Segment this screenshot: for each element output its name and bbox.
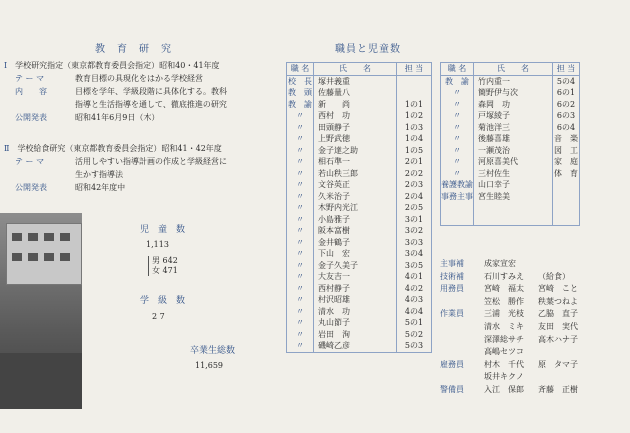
classes-label: 学 級 数 <box>140 296 186 306</box>
table-row <box>287 202 432 214</box>
staff-name: 金子久美子 <box>314 260 397 272</box>
staff-assignment: 6の2 <box>553 99 580 111</box>
item-number: Ⅰ <box>4 61 8 70</box>
staff-role: 〃 <box>441 122 474 134</box>
staff-role <box>441 202 474 214</box>
staff-name: 秩葉つねよ <box>538 296 578 306</box>
staff-assignment: 1の1 <box>397 99 432 111</box>
staff-assignment: 1の2 <box>397 110 432 122</box>
staff-name: 村木 千代 <box>484 359 524 369</box>
staff-name: 大友吉一 <box>314 271 397 283</box>
staff-assignment <box>553 214 580 226</box>
staff-role: 事務主事 <box>441 191 473 201</box>
staff-name: 一瀬茂治 <box>474 145 553 157</box>
table-row <box>287 248 432 260</box>
staff-role: 校 長 <box>288 76 312 86</box>
staff-name: 高木ハナ子 <box>538 334 578 344</box>
staff-assignment: 1の3 <box>397 122 432 134</box>
staff-name: 河原喜美代 <box>474 156 553 168</box>
staff-role: 〃 <box>441 133 474 145</box>
table-row <box>287 145 432 157</box>
research-item-2-details: テ ー マ 活用しやすい指導計画の作成と学級経営に 生かす指導法 公開発表 昭和42年度中 <box>15 157 227 192</box>
staff-assignment: 3の4 <box>397 248 432 260</box>
staff-name: 三村佐生 <box>474 168 553 180</box>
staff-role: 主事補 <box>440 259 464 268</box>
staff-name: 木野内光江 <box>314 202 397 214</box>
staff-assignment: 6の4 <box>553 122 580 134</box>
research-item-1 <box>4 60 228 124</box>
staff-row <box>440 321 592 334</box>
staff-name: 金井鶴子 <box>314 237 397 249</box>
table-row <box>441 145 580 157</box>
staff-name: 若山秩三郎 <box>314 168 397 180</box>
girls-count: 女 471 <box>152 266 178 275</box>
staff-role: 〃 <box>287 191 314 203</box>
staff-role: 〃 <box>287 156 314 168</box>
children-label: 児 童 数 <box>140 225 186 235</box>
staff-role: 〃 <box>287 283 314 295</box>
staff-assignment <box>397 75 432 87</box>
staff-table-left: 職 名 氏 名 担 当 校 長 塚井義重 教 頭 佐藤量八 教 諭 新 尚 1の1 〃 西村 功 1の2 〃 田頭静子 1の3 〃 上野武徳 1の4 〃 金子達之助 1の5 〃 相石準一 2の1 〃 若山秩三郎 2の2 〃 文谷英正 2の3 〃 久米治子 2の4 〃 木野内光江 2の5 〃 小島雅子 3の1 〃 阪本富樹 3の2 〃 金井鶴子 3の3 〃 下山 宏 3の4 〃 金子久美子 3の5 〃 大友吉一 4の1 〃 西村静子 4の2 〃 村沢昭雄 4の3 〃 清水 功 4の4 〃 丸山節子 5の1 〃 岩田 洵 5の2 〃 磯崎乙彦 5の3 <box>286 62 432 353</box>
staff-name: 坂井キクノ <box>484 372 524 382</box>
table-row <box>441 122 580 134</box>
staff-role: 〃 <box>287 133 314 145</box>
right-title: 職員と児童数 <box>335 44 401 55</box>
staff-assignment: 1の4 <box>397 133 432 145</box>
staff-name: 田頭静子 <box>314 122 397 134</box>
table-row <box>287 156 432 168</box>
children-total: 1,113 <box>146 240 169 249</box>
table-row <box>287 110 432 122</box>
table-row <box>287 99 432 111</box>
staff-role: 〃 <box>287 248 314 260</box>
graduates-label: 卒業生総数 <box>190 346 236 356</box>
research-item-2 <box>4 143 228 194</box>
staff-name: 成家宣宏 <box>484 259 516 268</box>
staff-name: 清水 功 <box>314 306 397 318</box>
table-row <box>287 340 432 352</box>
staff-name: 金子達之助 <box>314 145 397 157</box>
staff-assignment: 5の1 <box>397 317 432 329</box>
staff-assignment: 2の5 <box>397 202 432 214</box>
staff-role <box>441 214 474 226</box>
staff-row <box>440 384 592 397</box>
staff-assignment: 1の5 <box>397 145 432 157</box>
table-row <box>441 75 580 87</box>
table-row <box>287 237 432 249</box>
staff-name: 村沢昭雄 <box>314 294 397 306</box>
staff-role: 〃 <box>441 145 474 157</box>
table-row <box>441 110 580 122</box>
staff-role: 〃 <box>287 306 314 318</box>
item-heading: 学校給食研究（東京都教育委員会指定）昭和41・42年度 <box>17 144 222 153</box>
staff-assignment: 2の1 <box>397 156 432 168</box>
staff-assignment: 2の2 <box>397 168 432 180</box>
table-row <box>287 214 432 226</box>
staff-role: 〃 <box>287 179 314 191</box>
staff-role: 〃 <box>287 225 314 237</box>
staff-name: 久米治子 <box>314 191 397 203</box>
table-row <box>441 168 580 180</box>
staff-row <box>440 271 592 284</box>
table-row <box>287 191 432 203</box>
staff-name: 宮崎 福太 <box>484 284 524 294</box>
staff-name: 岩田 洵 <box>314 329 397 341</box>
item-heading: 学校研究指定（東京都教育委員会指定）昭和40・41年度 <box>15 61 220 70</box>
table-row <box>287 225 432 237</box>
staff-name: 西村 功 <box>314 110 397 122</box>
table-row <box>287 168 432 180</box>
staff-role: 〃 <box>287 329 314 341</box>
staff-assignment: 音 楽 <box>554 134 578 143</box>
staff-role: 〃 <box>287 260 314 272</box>
staff-name: 笠松 勝作 <box>484 296 524 306</box>
staff-role: 〃 <box>287 214 314 226</box>
staff-assignment: 6の1 <box>553 87 580 99</box>
staff-role: 〃 <box>287 202 314 214</box>
staff-name: 下山 宏 <box>314 248 397 260</box>
table-row <box>287 306 432 318</box>
staff-name: 石川すみえ <box>484 271 524 281</box>
staff-assignment: 5の3 <box>397 340 432 352</box>
staff-assignment: 図 工 <box>554 145 578 155</box>
staff-assignment <box>553 202 580 214</box>
staff-role: 〃 <box>287 340 314 352</box>
table-row <box>287 283 432 295</box>
staff-name <box>474 202 553 214</box>
staff-row <box>440 308 592 321</box>
staff-name: 乙脇 直子 <box>538 309 578 319</box>
staff-assignment: 4の1 <box>397 271 432 283</box>
staff-assignment: 3の1 <box>397 214 432 226</box>
staff-name: 丸山節子 <box>314 317 397 329</box>
staff-role: 教 頭 <box>288 88 312 97</box>
staff-assignment: 5の2 <box>397 329 432 341</box>
staff-role: 〃 <box>287 317 314 329</box>
classes-value: 2 7 <box>152 312 165 321</box>
table-row <box>287 87 432 99</box>
table-row <box>441 179 580 191</box>
table-row <box>287 317 432 329</box>
table-row <box>441 191 580 203</box>
staff-name: 相石準一 <box>314 156 397 168</box>
staff-role: 用務員 <box>440 284 464 294</box>
staff-assignment: 家 庭 <box>554 157 578 166</box>
staff-name: 山口幸子 <box>474 179 553 191</box>
staff-role: 〃 <box>441 110 474 122</box>
staff-name: 塚井義重 <box>314 75 397 87</box>
school-yard <box>0 353 82 409</box>
staff-role: 養護教諭 <box>441 180 473 189</box>
staff-role: 〃 <box>441 99 474 111</box>
staff-role: 〃 <box>441 156 474 168</box>
staff-assignment: 4の3 <box>397 294 432 306</box>
staff-role: 技術補 <box>440 271 464 281</box>
staff-name: （給食） <box>538 271 570 281</box>
school-photo <box>0 213 82 409</box>
staff-role: 〃 <box>441 87 474 99</box>
staff-row <box>440 283 592 296</box>
staff-role: 〃 <box>287 145 314 157</box>
staff-name: 宮崎 こと <box>538 284 578 294</box>
staff-name: 竹内重一 <box>474 75 553 87</box>
staff-name: 佐藤量八 <box>314 87 397 99</box>
staff-role: 作業員 <box>440 309 464 319</box>
staff-assignment: 4の4 <box>397 306 432 318</box>
staff-assignment: 3の3 <box>397 237 432 249</box>
support-staff-list <box>440 258 592 397</box>
table-row <box>441 202 580 214</box>
staff-assignment: 6の3 <box>553 110 580 122</box>
table-row <box>441 156 580 168</box>
staff-name: 戸塚綾子 <box>474 110 553 122</box>
table-row <box>287 271 432 283</box>
staff-role: 〃 <box>287 237 314 249</box>
table-row <box>287 75 432 87</box>
table-row <box>441 87 580 99</box>
staff-assignment: 4の2 <box>397 283 432 295</box>
staff-role: 雇務員 <box>440 359 464 369</box>
table-row <box>287 133 432 145</box>
staff-name: 簡野伊与次 <box>474 87 553 99</box>
staff-row <box>440 296 592 309</box>
table-row <box>441 214 580 226</box>
staff-role: 〃 <box>287 271 314 283</box>
staff-row <box>440 258 592 271</box>
staff-name: 高嶋セツコ <box>484 347 524 357</box>
staff-role: 警備員 <box>440 384 464 394</box>
item-number: Ⅱ <box>4 144 10 153</box>
staff-assignment: 2の3 <box>397 179 432 191</box>
table-row <box>287 179 432 191</box>
staff-name <box>474 214 553 226</box>
staff-name: 小島雅子 <box>314 214 397 226</box>
staff-name: 斉藤 正樹 <box>538 384 578 394</box>
staff-row <box>440 346 592 359</box>
staff-assignment: 体 育 <box>554 168 578 178</box>
staff-role: 教 諭 <box>441 75 474 87</box>
staff-name: 森岡 功 <box>474 99 553 111</box>
table-row <box>287 260 432 272</box>
children-breakdown <box>148 256 178 276</box>
staff-name: 清水 ミキ <box>484 321 524 331</box>
staff-name: 阪本富樹 <box>314 225 397 237</box>
table-row <box>441 99 580 111</box>
staff-assignment: 3の5 <box>397 260 432 272</box>
table-row <box>287 122 432 134</box>
staff-role: 〃 <box>287 110 314 122</box>
staff-name: 三浦 光枝 <box>484 309 524 319</box>
table-row <box>287 329 432 341</box>
staff-name: 西村静子 <box>314 283 397 295</box>
research-item-1-details: テ ー マ 教育目標の具現化をはかる学校経営 内 容 目標を学年、学級段階に具体化する。教科 指導と生活指導を通して、徹底推進の研究 公開発表 昭和41年6月9日（木） <box>15 74 227 122</box>
left-title: 教 育 研 究 <box>95 44 172 55</box>
staff-table-right: 職 名 氏 名 担 当 教 諭 竹内重一 5の4 〃 簡野伊与次 6の1 〃 森岡 功 6の2 〃 戸塚綾子 6の3 〃 菊池洋三 6の4 〃 後藤喜雄 音 楽 〃 一瀬茂治 図 工 〃 河原喜美代 家 庭 〃 三村佐生 体 育 養護教諭 山口幸子 事務主事 宮生睦美 <box>440 62 580 226</box>
staff-name: 上野武徳 <box>314 133 397 145</box>
staff-assignment <box>553 191 580 203</box>
staff-row <box>440 359 592 372</box>
staff-name: 原 タマ子 <box>538 359 578 369</box>
table-row <box>441 133 580 145</box>
staff-name: 菊池洋三 <box>474 122 553 134</box>
staff-name: 後藤喜雄 <box>474 133 553 145</box>
staff-role: 〃 <box>287 168 314 180</box>
staff-role: 教 諭 <box>288 99 312 109</box>
staff-name: 友田 実代 <box>538 321 578 331</box>
staff-assignment: 3の2 <box>397 225 432 237</box>
staff-name: 宮生睦美 <box>474 191 553 203</box>
boys-count: 男 642 <box>152 256 178 265</box>
staff-row <box>440 371 592 384</box>
table-row <box>287 294 432 306</box>
staff-assignment <box>553 179 580 191</box>
staff-assignment: 5の4 <box>553 75 580 87</box>
staff-row <box>440 334 592 347</box>
staff-name: 深澤総サチ <box>484 334 524 344</box>
staff-name: 文谷英正 <box>314 179 397 191</box>
staff-assignment <box>397 87 432 99</box>
staff-name: 新 尚 <box>314 99 397 111</box>
staff-role: 〃 <box>287 294 314 306</box>
staff-name: 入江 保郎 <box>484 384 524 394</box>
staff-name: 磯崎乙彦 <box>314 340 397 352</box>
staff-role: 〃 <box>441 168 474 180</box>
staff-role: 〃 <box>287 122 314 134</box>
graduates-value: 11,659 <box>195 361 223 370</box>
staff-assignment: 2の4 <box>397 191 432 203</box>
